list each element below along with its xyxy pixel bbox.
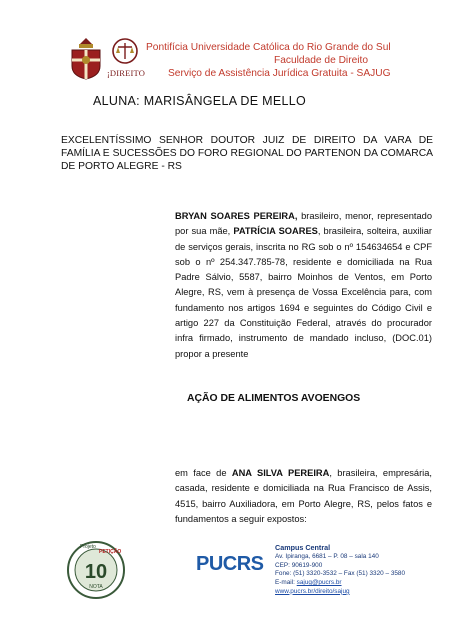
student-line: ALUNA: MARISÂNGELA DE MELLO	[93, 94, 307, 108]
email-label: E-mail:	[275, 579, 297, 587]
university-name: Pontifícia Universidade Católica do Rio Grande do Sul	[146, 42, 391, 53]
addressee: EXCELENTÍSSIMO SENHOR DOUTOR JUIZ DE DIREITO DA VARA DE FAMÍLIA E SUCESSÕES DO FORO REGIONAL DO PARTENON DA COMARCA DE PORTO ALEGRE - RS	[61, 135, 433, 172]
website-link[interactable]: www.pucrs.br/direito/sajug	[275, 587, 350, 595]
mother-name: PATRÍCIA SOARES	[233, 226, 318, 237]
campus-address: Av. Ipiranga, 6681 – P. 08 – sala 140	[275, 553, 379, 560]
campus-phone: Fone: (51) 3320-3532 – Fax (51) 3320 – 3580	[275, 570, 406, 578]
pucrs-crest-logo	[66, 36, 106, 80]
email-link[interactable]: sajug@pucrs.br	[296, 579, 342, 587]
project-seal	[66, 540, 126, 600]
defendant-name: ANA SILVA PEREIRA	[231, 468, 330, 478]
seal-label-text: PETIÇÃO	[99, 549, 122, 555]
faculty-name: Faculdade de Direito	[274, 55, 369, 66]
p2-text-b: , brasileira, empresária, casada, residente e domiciliada na Rua Francisco de Assis, 4515, bairro Auxiliadora, em Porto Alegre, RS, pelos fatos e fundamentos a seguir expostos:	[175, 468, 433, 524]
seal-number-text: 10	[84, 561, 108, 583]
action-title: AÇÃO DE ALIMENTOS AVOENGOS	[187, 393, 361, 404]
seal-bottom-text: NOTA	[89, 584, 103, 590]
p1-text-a: brasileiro, menor, representado por sua mãe,	[175, 211, 432, 237]
campus-title: Campus Central	[275, 543, 331, 552]
plaintiff-name: BRYAN SOARES PEREIRA,	[175, 211, 298, 221]
logo-caption: ¡DIREITO	[106, 68, 146, 78]
campus-contact-block	[275, 543, 465, 597]
pucrs-logo	[196, 553, 268, 587]
p2-text-a: em face de	[175, 468, 232, 478]
seal-top-text: Projeto	[80, 544, 96, 550]
petition-paragraph-2	[175, 466, 432, 527]
pucrs-wordmark: PUCRS	[196, 553, 264, 575]
scales-icon	[112, 38, 138, 64]
header-text-block	[146, 41, 466, 80]
direito-logo	[106, 38, 144, 82]
campus-cep: CEP: 90619-900	[275, 561, 323, 569]
campus-email-line	[275, 579, 465, 588]
p1-text-b: , brasileira, solteira, auxiliar de serviços gerais, inscrita no RG sob o nº 154634654 e CPF sob o nº 254.347.785-78, residente e domiciliada na Rua Padre Sálvio, 5587, bairro Moinhos de Ventos, em Porto Alegre, RS, vem à presença de Vossa Excelência para, com fundamento nos artigos 1694 e seguintes do Código Civil e artigo 227 da Constituição Federal, através do procurador infra firmado, instrumento de mandado incluso, (DOC.01) propor a presente	[175, 226, 433, 359]
petition-paragraph-1	[175, 209, 432, 362]
service-name: Serviço de Assistência Jurídica Gratuita - SAJUG	[168, 68, 391, 79]
